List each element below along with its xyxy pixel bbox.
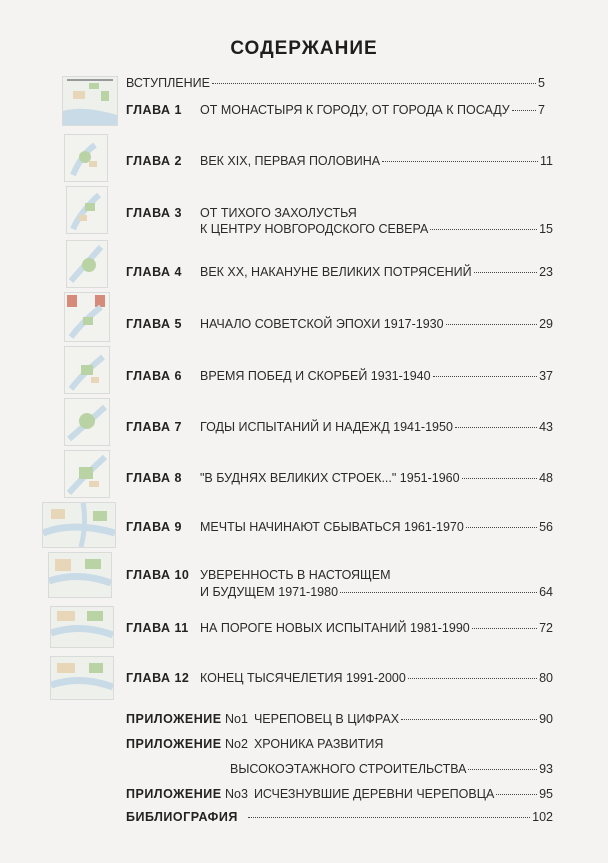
leader-dots — [466, 527, 537, 528]
map-thumbnail-chapter-3 — [66, 240, 108, 288]
chapter-label: ГЛАВА 2 — [126, 154, 182, 168]
toc-entry-chapter-11[interactable] — [200, 621, 553, 635]
appendix-number: No2 — [225, 737, 248, 751]
map-thumbnail-chapter-5 — [64, 346, 110, 394]
toc-entry-intro[interactable] — [126, 76, 545, 90]
chapter-label: ГЛАВА 7 — [126, 420, 182, 434]
toc-entry-title: ВРЕМЯ ПОБЕД И СКОРБЕЙ 1931-1940 — [200, 369, 431, 383]
map-thumbnail-chapter-6 — [64, 398, 110, 446]
appendix-label: ПРИЛОЖЕНИЕ — [126, 737, 222, 751]
toc-entry-title: "В БУДНЯХ ВЕЛИКИХ СТРОЕК..." 1951-1960 — [200, 471, 460, 485]
toc-entry-chapter-8[interactable] — [200, 471, 553, 485]
chapter-label: ГЛАВА 5 — [126, 317, 182, 331]
chapter-label: ГЛАВА 12 — [126, 671, 190, 685]
leader-dots — [212, 83, 536, 84]
leader-dots — [401, 719, 537, 720]
toc-entry-title: ВЕК XIX, ПЕРВАЯ ПОЛОВИНА — [200, 154, 381, 168]
chapter-label: ГЛАВА 11 — [126, 621, 189, 635]
appendix-number: No1 — [225, 712, 248, 726]
toc-entry-chapter-2[interactable] — [200, 154, 553, 168]
toc-entry-page: 29 — [539, 317, 553, 331]
toc-entry-bibliography[interactable] — [246, 810, 553, 824]
map-thumbnail-chapter-7 — [64, 450, 110, 498]
toc-entry-title-line1: ХРОНИКА РАЗВИТИЯ — [253, 737, 384, 751]
toc-entry-title: ВЕК XX, НАКАНУНЕ ВЕЛИКИХ ПОТРЯСЕНИЙ — [200, 265, 472, 279]
toc-entry-page: 43 — [539, 420, 553, 434]
leader-dots — [408, 678, 537, 679]
toc-entry-chapter-7[interactable] — [200, 420, 553, 434]
page-title: СОДЕРЖАНИЕ — [230, 38, 378, 59]
toc-entry-appendix-1[interactable] — [225, 712, 553, 726]
toc-entry-page: 15 — [539, 222, 553, 236]
toc-entry-chapter-3[interactable] — [200, 222, 553, 236]
appendix-entry-line1 — [225, 737, 383, 751]
map-thumbnail-chapter-1 — [64, 134, 108, 182]
chapter-label: ГЛАВА 10 — [126, 568, 190, 582]
map-thumbnail-intro — [62, 76, 118, 126]
toc-entry-page: 93 — [539, 762, 553, 776]
toc-entry-chapter-1[interactable] — [200, 103, 545, 117]
leader-dots — [474, 272, 538, 273]
toc-entry-page: 90 — [539, 712, 553, 726]
toc-entry-page: 56 — [539, 520, 553, 534]
toc-entry-title: НА ПОРОГЕ НОВЫХ ИСПЫТАНИЙ 1981-1990 — [200, 621, 470, 635]
map-thumbnail-chapter-10 — [50, 606, 114, 648]
toc-entry-title: ЧЕРЕПОВЕЦ В ЦИФРАХ — [253, 712, 400, 726]
leader-dots — [446, 324, 538, 325]
toc-entry-page: 64 — [539, 585, 553, 599]
toc-entry-chapter-5[interactable] — [200, 317, 553, 331]
map-thumbnail-chapter-4 — [64, 292, 110, 342]
chapter-label: ГЛАВА 4 — [126, 265, 182, 279]
toc-entry-page: 37 — [539, 369, 553, 383]
leader-dots — [340, 592, 537, 593]
appendix-label: ПРИЛОЖЕНИЕ — [126, 787, 222, 801]
chapter-label: ГЛАВА 8 — [126, 471, 182, 485]
leader-dots — [512, 110, 536, 111]
bibliography-label: БИБЛИОГРАФИЯ — [126, 810, 238, 824]
toc-entry-title: НАЧАЛО СОВЕТСКОЙ ЭПОХИ 1917-1930 — [200, 317, 444, 331]
leader-dots — [455, 427, 537, 428]
chapter-label: ГЛАВА 6 — [126, 369, 182, 383]
map-thumbnail-chapter-11 — [50, 656, 114, 700]
toc-entry-page: 80 — [539, 671, 553, 685]
toc-entry-chapter-6[interactable] — [200, 369, 553, 383]
leader-dots — [472, 628, 537, 629]
toc-entry-page: 5 — [538, 76, 545, 90]
chapter-label: ГЛАВА 9 — [126, 520, 182, 534]
toc-entry-title: ОТ МОНАСТЫРЯ К ГОРОДУ, ОТ ГОРОДА К ПОСАДУ — [200, 103, 510, 117]
toc-entry-title: ВЫСОКОЭТАЖНОГО СТРОИТЕЛЬСТВА — [230, 762, 467, 776]
map-thumbnail-chapter-8 — [42, 502, 116, 548]
leader-dots — [382, 161, 538, 162]
leader-dots — [430, 229, 537, 230]
toc-entry-chapter-9[interactable] — [200, 520, 553, 534]
toc-entry-page: 72 — [539, 621, 553, 635]
leader-dots — [496, 794, 537, 795]
leader-dots — [462, 478, 538, 479]
toc-entry-title: К ЦЕНТРУ НОВГОРОДСКОГО СЕВЕРА — [200, 222, 429, 236]
toc-entry-title-line1: УВЕРЕННОСТЬ В НАСТОЯЩЕМ — [200, 568, 391, 582]
toc-entry-page: 102 — [532, 810, 553, 824]
appendix-number: No3 — [225, 787, 248, 801]
toc-entry-chapter-12[interactable] — [200, 671, 553, 685]
toc-entry-page: 23 — [539, 265, 553, 279]
map-thumbnail-chapter-2 — [66, 186, 108, 234]
map-thumbnail-chapter-9 — [48, 552, 112, 598]
toc-entry-title: ИСЧЕЗНУВШИЕ ДЕРЕВНИ ЧЕРЕПОВЦА — [253, 787, 495, 801]
appendix-label: ПРИЛОЖЕНИЕ — [126, 712, 222, 726]
toc-entry-chapter-10[interactable] — [200, 585, 553, 599]
toc-entry-title: КОНЕЦ ТЫСЯЧЕЛЕТИЯ 1991-2000 — [200, 671, 406, 685]
leader-dots — [248, 817, 530, 818]
toc-entry-page: 7 — [538, 103, 545, 117]
toc-entry-appendix-2[interactable] — [230, 762, 553, 776]
toc-entry-appendix-3[interactable] — [225, 787, 553, 801]
toc-entry-chapter-4[interactable] — [200, 265, 553, 279]
leader-dots — [468, 769, 537, 770]
chapter-label: ГЛАВА 1 — [126, 103, 182, 117]
leader-dots — [433, 376, 538, 377]
toc-entry-page: 11 — [540, 154, 553, 168]
toc-entry-title: ВСТУПЛЕНИЕ — [126, 76, 210, 90]
chapter-label: ГЛАВА 3 — [126, 206, 182, 220]
toc-entry-page: 48 — [539, 471, 553, 485]
toc-entry-page: 95 — [539, 787, 553, 801]
toc-entry-title-line1: ОТ ТИХОГО ЗАХОЛУСТЬЯ — [200, 206, 357, 220]
toc-entry-title: МЕЧТЫ НАЧИНАЮТ СБЫВАТЬСЯ 1961-1970 — [200, 520, 464, 534]
toc-entry-title: ГОДЫ ИСПЫТАНИЙ И НАДЕЖД 1941-1950 — [200, 420, 453, 434]
toc-entry-title: И БУДУЩЕМ 1971-1980 — [200, 585, 339, 599]
